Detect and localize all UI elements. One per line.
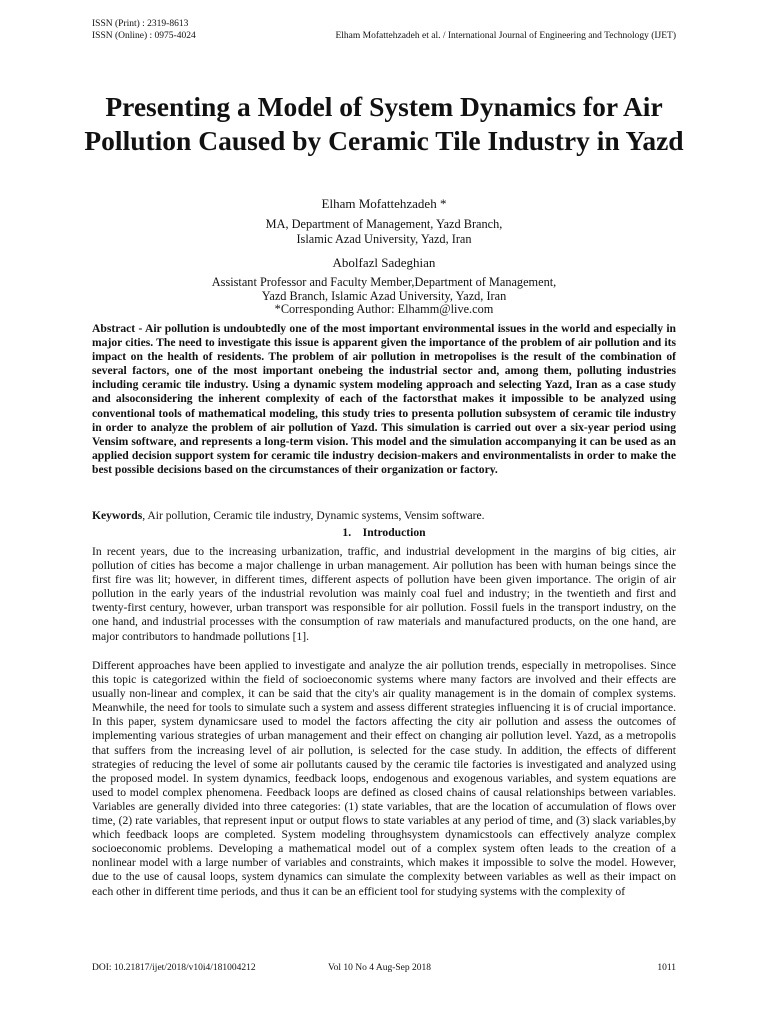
paper-title: Presenting a Model of System Dynamics for Air Pollution Caused by Ceramic Tile Industry in Yazd (84, 91, 684, 156)
abstract: Abstract - Air pollution is undoubtedly one of the most important environmental issues in the world and especially in major cities. The need to investigate this issue is apparent given the importance of the problem of air pollution and its impact on the health of residents. The problem of air pollution in metropolises is the result of the combination of several factors, one of the most important onebeing the industrial sector and, among them, polluting industries including ceramic tile industry. Using a dynamic system modeling approach and selecting Yazd, Iran as a case study and alsoconsidering the inherent complexity of each of the factorsthat makes it impossible to be analyzed using conventional tools of mathematical modeling, this study tries to presenta pollution subsystem of ceramic tile industry in order to analyze the problem of air pollution of Yazd. This simulation is carried out over a six-year period using Vensim software, and represents a long-term vision. This model and the simulation accompanying it can be used as an applied decision support system for ceramic tile industry decision-makers and environmentalists in order to make the best possible decisions based on the circumstances of their organization or factory. (92, 322, 676, 476)
footer-doi: DOI: 10.21817/ijet/2018/v10i4/181004212 (92, 963, 256, 973)
keywords-text: , Air pollution, Ceramic tile industry, Dynamic systems, Vensim software. (142, 509, 485, 522)
footer-volume: Vol 10 No 4 Aug-Sep 2018 (328, 963, 432, 973)
author1-name: Elham Mofattehzadeh * (321, 196, 447, 211)
intro-paragraph-1: In recent years, due to the increasing urbanization, traffic, and industrial development in the margins of big cities, air pollution of cities has become a major challenge in urban management. Air pollution has been with human beings since the first fire was lit; however, in different times, different aspects of pollution have been given importance. The origin of air pollution in the early years of the industrial revolution was mainly coal fuel and industry; in the twentieth and first and twenty-first century, however, urban transport was responsible for air pollution. Fossil fuels in the transport industry, on the one hand, and industrial processes with the consumption of raw materials and manufactured products, on the one hand, are major contributors to handmade pollutions [1]. (92, 545, 676, 643)
keywords-label: Keywords (92, 509, 143, 522)
intro-paragraph-2: Different approaches have been applied to investigate and analyze the air pollution trends, especially in metropolises. Since this topic is categorized within the field of socioeconomic systems where many factors are involved and their effects are usually non-linear and complex, it can be said that the city's air quality management is in the domain of complex systems. Meanwhile, the need for tools to simulate such a system and assess different strategies influencing it is of crucial importance. In this paper, system dynamicsare used to model the factors affecting the city air pollution and assess the outcomes of implementing various strategies of urban management and their effect on changing air pollution level. Yazd, as a metropolis that suffers from the increasing level of air pollution, is selected for the case study. In addition, the effects of different strategies of reducing the level of some air pollutants caused by the ceramic tile factories is investigated and analyzed using the proposed model. In system dynamics, feedback loops, endogenous and exogenous variables, and system equations are used to model complex phenomena. Feedback loops are defined as closed chains of causal relationships between variables. Variables are generally divided into three categories: (1) state variables, that are the location of accumulation of flows over time, (2) rate variables, that represent input or output flows to state variables at any period of time, and (3) slack variables,by which feedback loops are completed. System modeling throughsystem dynamicstools can effectively analyze complex socioeconomic problems. Developing a mathematical model out of a complex system often leads to the creation of a nonlinear model with a large number of variables and constraints, which makes it impossible to solve the model. However, due to the use of causal loops, system dynamics can simulate the complexity between variables as well as their impact on each other in different time periods, and thus it can be an efficient tool for studying systems with the complexity of (92, 659, 676, 898)
author2-affiliation-line1: Assistant Professor and Faculty Member,Department of Management, (211, 275, 557, 289)
issn-online: ISSN (Online) : 0975-4024 (92, 31, 196, 41)
corresponding-author: *Corresponding Author: Elhamm@live.com (274, 302, 494, 316)
issn-print: ISSN (Print) : 2319-8613 (92, 19, 189, 29)
keywords (92, 509, 676, 523)
footer-page-number: 1011 (657, 963, 676, 973)
author1-affiliation-line2: Islamic Azad University, Yazd, Iran (296, 232, 472, 246)
section-heading-introduction: 1. Introduction (342, 526, 426, 539)
author1-affiliation-line1: MA, Department of Management, Yazd Branch, (265, 217, 503, 231)
running-head: Elham Mofattehzadeh et al. / International Journal of Engineering and Technology (IJET) (335, 31, 676, 41)
author2-name: Abolfazl Sadeghian (332, 255, 436, 270)
author2-affiliation-line2: Yazd Branch, Islamic Azad University, Yazd, Iran (261, 289, 507, 303)
